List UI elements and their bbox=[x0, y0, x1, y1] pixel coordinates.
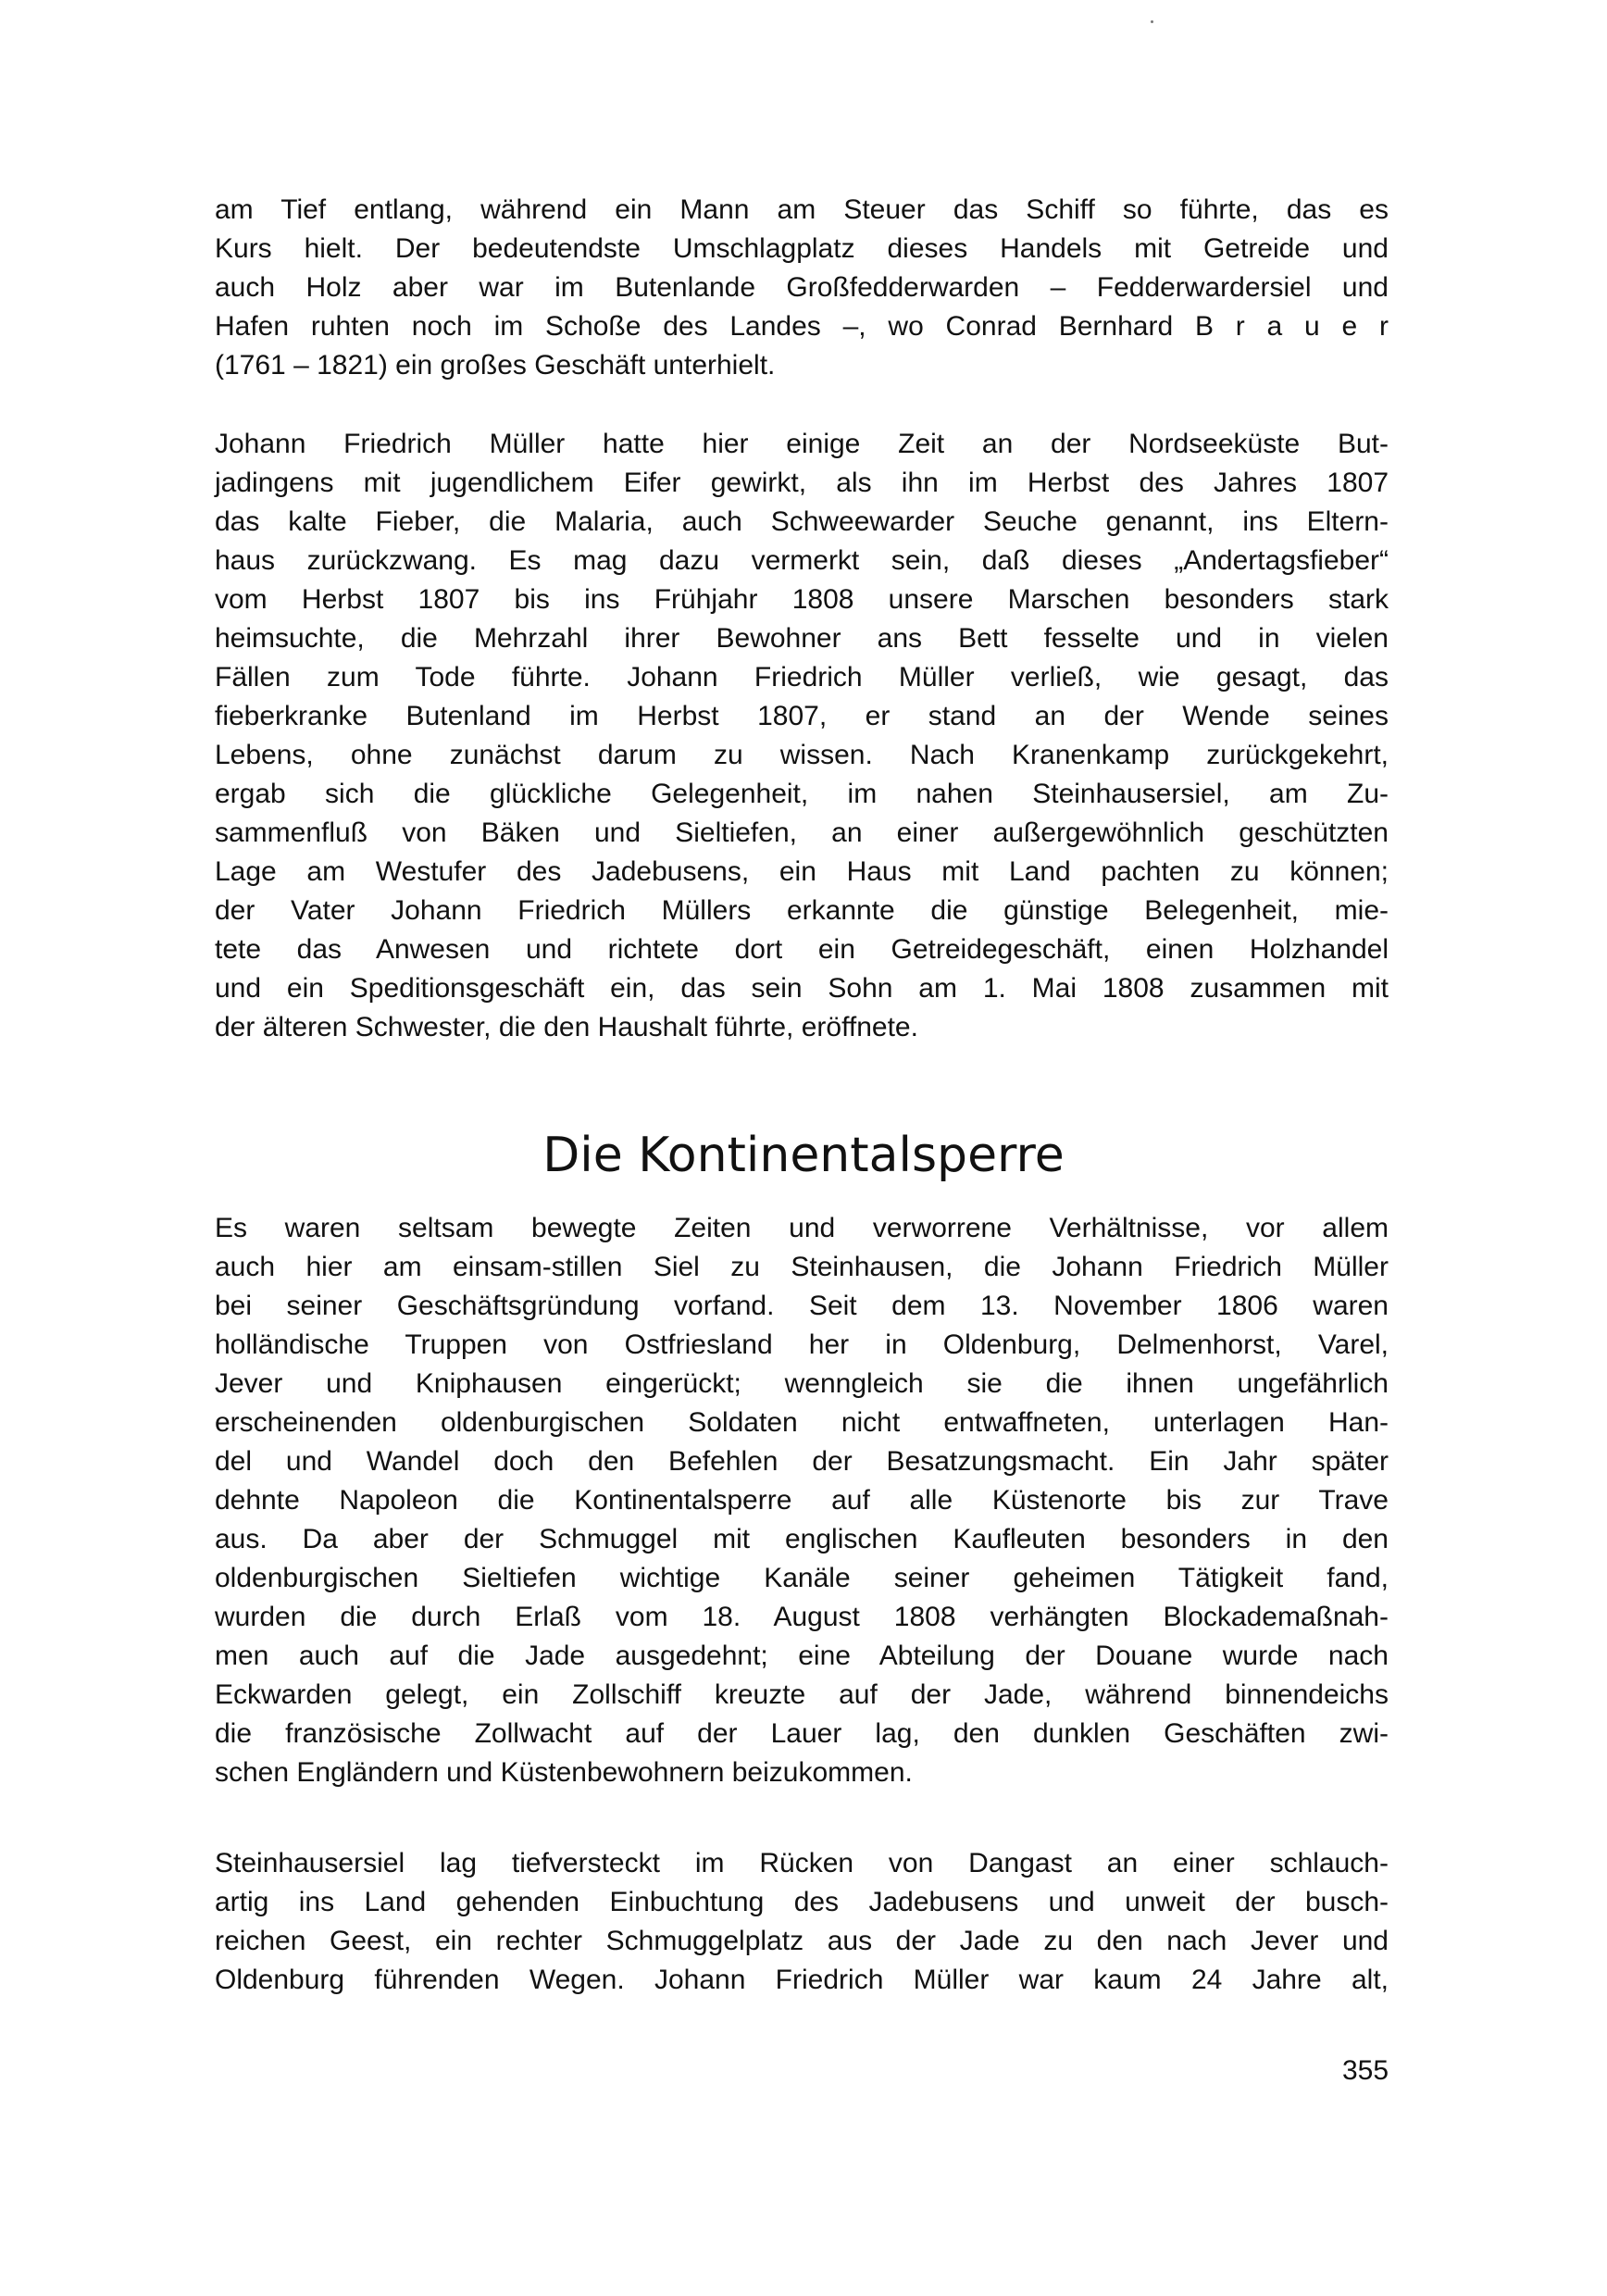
text-line: Es waren seltsam bewegte Zeiten und verworrene Verhältnisse, vor allem bbox=[215, 1213, 1389, 1243]
text-line: artig ins Land gehenden Einbuchtung des Jadebusens und unweit der busch- bbox=[215, 1887, 1389, 1917]
section-heading: Die Kontinentalsperre bbox=[542, 1128, 1065, 1183]
text-line: erscheinenden oldenburgischen Soldaten nicht entwaffneten, unterlagen Han- bbox=[215, 1407, 1389, 1438]
text-line: das kalte Fieber, die Malaria, auch Schweewarder Seuche genannt, ins Eltern- bbox=[215, 506, 1389, 537]
text-line: reichen Geest, ein rechter Schmuggelplatz aus der Jade zu den nach Jever und bbox=[215, 1926, 1389, 1956]
text-line: aus. Da aber der Schmuggel mit englischen Kaufleuten besonders in den bbox=[215, 1524, 1389, 1554]
paragraph-3 bbox=[215, 1209, 1389, 1792]
text-line: Eckwarden gelegt, ein Zollschiff kreuzte auf der Jade, während binnendeichs bbox=[215, 1679, 1389, 1710]
text-line: Steinhausersiel lag tiefversteckt im Rücken von Dangast an einer schlauch- bbox=[215, 1848, 1389, 1878]
paragraph-2 bbox=[215, 425, 1389, 1047]
text-line: der älteren Schwester, die den Haushalt führte, eröffnete. bbox=[215, 1012, 918, 1042]
text-line: bei seiner Geschäftsgründung vorfand. Seit dem 13. November 1806 waren bbox=[215, 1291, 1389, 1321]
text-line: jadingens mit jugendlichem Eifer gewirkt, als ihn im Herbst des Jahres 1807 bbox=[215, 468, 1389, 498]
text-line: Fällen zum Tode führte. Johann Friedrich Müller verließ, wie gesagt, das bbox=[215, 662, 1389, 693]
page-number: 355 bbox=[1342, 2055, 1389, 2086]
text-line: holländische Truppen von Ostfriesland her in Oldenburg, Delmenhorst, Varel, bbox=[215, 1329, 1389, 1360]
text-line: Oldenburg führenden Wegen. Johann Friedrich Müller war kaum 24 Jahre alt, bbox=[215, 1965, 1389, 1995]
text-line: Lebens, ohne zunächst darum zu wissen. Nach Kranenkamp zurückgekehrt, bbox=[215, 740, 1389, 770]
text-line: (1761 – 1821) ein großes Geschäft unterhielt. bbox=[215, 350, 776, 381]
text-line: am Tief entlang, während ein Mann am Steuer das Schiff so führte, das es bbox=[215, 194, 1389, 225]
text-line: Jever und Kniphausen eingerückt; wenngleich sie die ihnen ungefährlich bbox=[215, 1368, 1389, 1399]
text-line: tete das Anwesen und richtete dort ein Getreidegeschäft, einen Holzhandel bbox=[215, 934, 1389, 965]
text-line: heimsuchte, die Mehrzahl ihrer Bewohner ans Bett fesselte und in vielen bbox=[215, 623, 1389, 654]
paragraph-1 bbox=[215, 191, 1389, 385]
text-line: del und Wandel doch den Befehlen der Besatzungsmacht. Ein Jahr später bbox=[215, 1446, 1389, 1477]
text-line: auch hier am einsam-stillen Siel zu Steinhausen, die Johann Friedrich Müller bbox=[215, 1252, 1389, 1282]
text-line: fieberkranke Butenland im Herbst 1807, er stand an der Wende seines bbox=[215, 701, 1389, 731]
text-line: der Vater Johann Friedrich Müllers erkannte die günstige Belegenheit, mie- bbox=[215, 895, 1389, 926]
text-line: men auch auf die Jade ausgedehnt; eine Abteilung der Douane wurde nach bbox=[215, 1641, 1389, 1671]
text-line: wurden die durch Erlaß vom 18. August 1808 verhängten Blockademaßnah- bbox=[215, 1602, 1389, 1632]
scan-speck bbox=[1151, 20, 1153, 23]
text-line: Johann Friedrich Müller hatte hier einige Zeit an der Nordseeküste But- bbox=[215, 429, 1389, 459]
text-line: schen Engländern und Küstenbewohnern beizukommen. bbox=[215, 1757, 913, 1788]
text-line: Lage am Westufer des Jadebusens, ein Haus mit Land pachten zu können; bbox=[215, 856, 1389, 887]
text-line: oldenburgischen Sieltiefen wichtige Kanäle seiner geheimen Tätigkeit fand, bbox=[215, 1563, 1389, 1593]
text-line: und ein Speditionsgeschäft ein, das sein Sohn am 1. Mai 1808 zusammen mit bbox=[215, 973, 1389, 1004]
text-line: ergab sich die glückliche Gelegenheit, im nahen Steinhausersiel, am Zu- bbox=[215, 779, 1389, 809]
text-line: dehnte Napoleon die Kontinentalsperre auf alle Küstenorte bis zur Trave bbox=[215, 1485, 1389, 1516]
text-line: die französische Zollwacht auf der Lauer lag, den dunklen Geschäften zwi- bbox=[215, 1718, 1389, 1749]
paragraph-4 bbox=[215, 1844, 1389, 2000]
text-line: Kurs hielt. Der bedeutendste Umschlagplatz dieses Handels mit Getreide und bbox=[215, 233, 1389, 264]
text-line: Hafen ruhten noch im Schoße des Landes –, wo Conrad Bernhard B r a u e r bbox=[215, 311, 1389, 342]
text-line: haus zurückzwang. Es mag dazu vermerkt sein, daß dieses „Andertagsfieber“ bbox=[215, 545, 1389, 576]
text-line: vom Herbst 1807 bis ins Frühjahr 1808 unsere Marschen besonders stark bbox=[215, 584, 1389, 615]
text-line: auch Holz aber war im Butenlande Großfedderwarden – Fedderwardersiel und bbox=[215, 272, 1389, 303]
text-line: sammenfluß von Bäken und Sieltiefen, an einer außergewöhnlich geschützten bbox=[215, 817, 1389, 848]
